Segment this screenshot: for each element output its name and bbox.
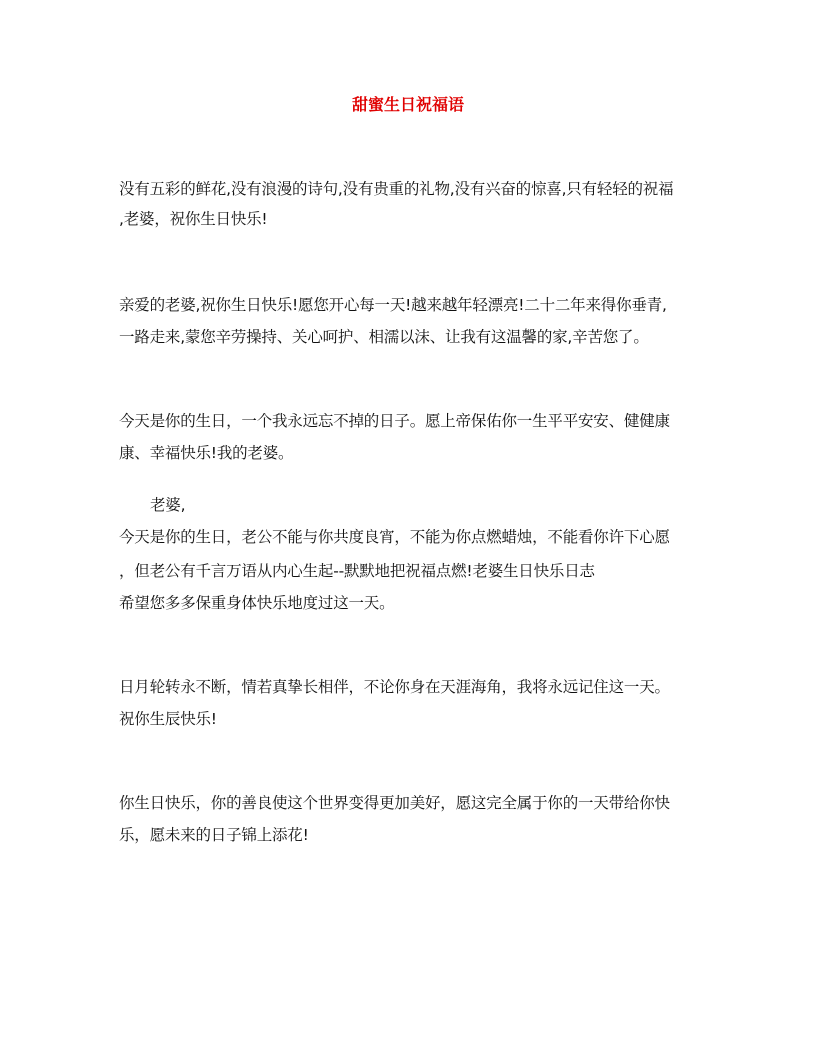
paragraph-5-line-1: 日月轮转永不断，情若真挚长相伴，不论你身在天涯海角，我将永远记住这一天。 — [119, 678, 670, 696]
paragraph-4-line-4: 希望您多多保重身体快乐地度过这一天。 — [119, 594, 395, 612]
paragraph-4-line-2: 今天是你的生日，老公不能与你共度良宵，不能为你点燃蜡烛，不能看你许下心愿 — [119, 528, 670, 546]
paragraph-4-line-3: ，但老公有千言万语从内心生起--默默地把祝福点燃!老婆生日快乐日志 — [119, 562, 595, 580]
paragraph-1-line-2: ,老婆，祝你生日快乐! — [119, 210, 268, 228]
paragraph-4-line-1: 老婆, — [150, 496, 186, 514]
document-title: 甜蜜生日祝福语 — [351, 95, 464, 114]
paragraph-1-line-1: 没有五彩的鲜花,没有浪漫的诗句,没有贵重的礼物,没有兴奋的惊喜,只有轻轻的祝福 — [119, 180, 674, 198]
paragraph-2-line-1: 亲爱的老婆,祝你生日快乐!愿您开心每一天!越来越年轻漂亮!二十二年来得你垂青, — [119, 296, 667, 314]
paragraph-3-line-1: 今天是你的生日，一个我永远忘不掉的日子。愿上帝保佑你一生平平安安、健健康 — [119, 412, 670, 430]
paragraph-3-line-2: 康、幸福快乐!我的老婆。 — [119, 444, 294, 462]
paragraph-6-line-1: 你生日快乐，你的善良使这个世界变得更加美好，愿这完全属于你的一天带给你快 — [119, 794, 670, 812]
paragraph-5-line-2: 祝你生辰快乐! — [119, 710, 217, 728]
paragraph-2-line-2: 一路走来,蒙您辛劳操持、关心呵护、相濡以沫、让我有这温馨的家,辛苦您了。 — [119, 328, 649, 346]
paragraph-6-line-2: 乐，愿未来的日子锦上添花! — [119, 826, 309, 844]
